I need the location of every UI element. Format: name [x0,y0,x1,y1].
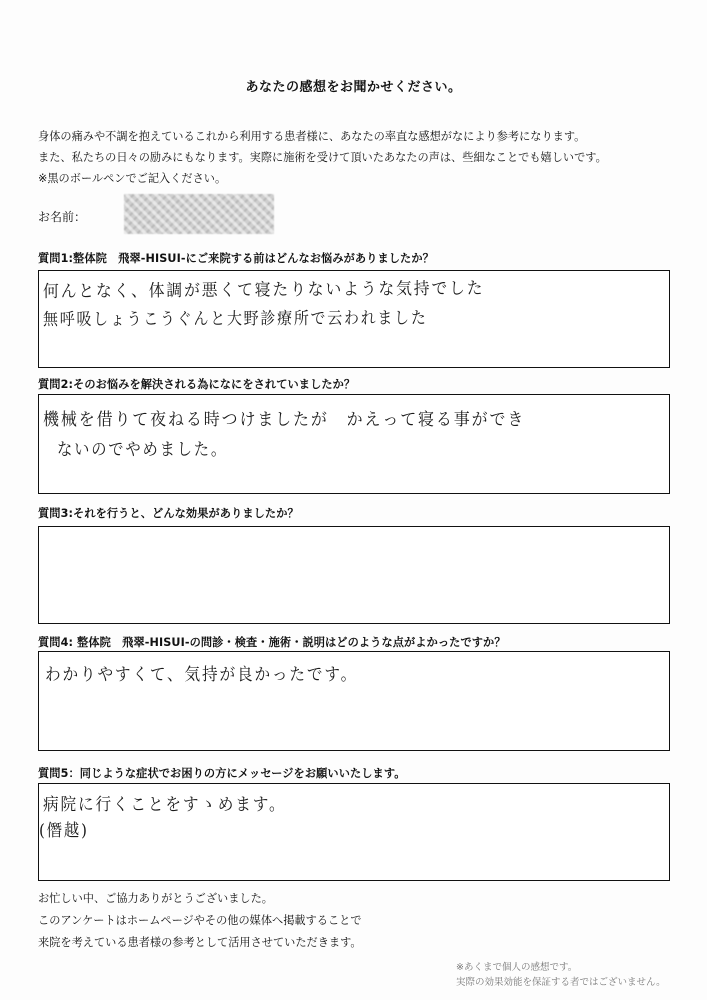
intro-line: ※黒のボールペンでご記入ください。 [38,172,227,185]
closing-line: このアンケートはホームページやその他の媒体へ掲載することで [38,914,362,927]
answer-5-line-1: 病院に行くことをすゝめます。 [43,795,287,815]
answer-box-2 [38,394,670,494]
question-5-label: 質問5：同じような症状でお困りの方にメッセージをお願いいたします。 [38,767,406,780]
disclaimer-note [456,960,666,990]
answer-1-line-1: 何んとなく、体調が悪くて寝たりないような気持でした [42,278,485,302]
answer-box-5 [38,783,670,881]
name-label: お名前： [38,210,87,224]
question-1-label: 質問1:整体院 飛翠-HISUI-にご来院する前はどんなお悩みがありましたか？ [38,252,434,265]
answer-2-line-2: ないのでやめました。 [57,440,228,460]
closing-text [38,888,362,954]
answer-box-3 [38,526,670,624]
question-4-label: 質問4: 整体院 飛翠-HISUI-の問診・検査・施術・説明はどのような点がよかったですか？ [38,636,506,649]
intro-line: 身体の痛みや不調を抱えているこれから利用する患者様に、あなたの率直な感想がなにより参考になります。 [38,130,586,143]
intro-line: また、私たちの日々の励みにもなります。実際に施術を受けて頂いたあなたの声は、些細なことでも嬉しいです。 [38,151,607,164]
answer-5-line-2: (僭越) [39,821,89,841]
question-2-label: 質問2:そのお悩みを解決される為になにをされていましたか？ [38,378,356,391]
intro-text [38,126,678,189]
page-title: あなたの感想をお聞かせください。 [245,80,462,95]
question-3-label: 質問3:それを行うと、どんな効果がありましたか？ [38,507,299,520]
answer-2-line-1: 機械を借りて夜ねる時つけましたが かえって寝る事ができ [43,410,526,430]
disclaimer-line: ※あくまで個人の感想です。 [456,962,578,973]
disclaimer-line: 実際の効果効能を保証する者ではございません。 [456,977,666,988]
closing-line: 来院を考えている患者様の参考として活用させていただきます。 [38,936,362,949]
answer-4-line-1: わかりやすくて、気持が良かったです。 [45,665,359,685]
redacted-name [124,194,274,234]
closing-line: お忙しい中、ご協力ありがとうございました。 [38,892,273,905]
answer-box-4 [38,651,670,751]
answer-box-1 [38,270,670,368]
answer-1-line-2: 無呼吸しょうこうぐんと大野診療所で云われました [42,308,428,330]
